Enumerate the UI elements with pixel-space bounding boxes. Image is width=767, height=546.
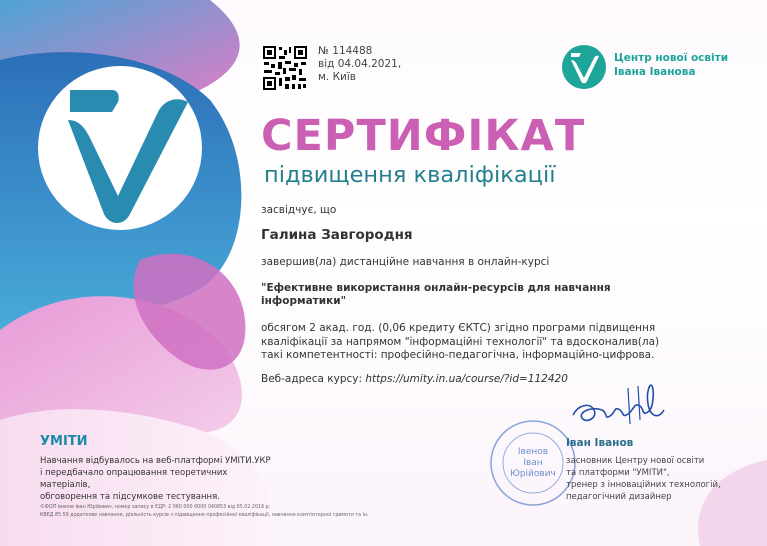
qr-code-icon [261,44,309,92]
signature-image [568,380,668,435]
note-line-3: обговорення та підсумкове тестування. [40,492,220,502]
course-line-2: інформатики" [261,295,347,307]
certificate-date: від 04.04.2021, [318,58,402,70]
certificate-title: СЕРТИФІКАТ [261,111,586,161]
stamp-line-2: Іван [523,458,543,468]
signer-role-1: засновник Центру нової освіти [566,456,705,466]
official-stamp [488,418,578,508]
desc-line-1: обсягом 2 акад. год. (0,06 кредиту ЄКТС) згідно програми підвищення [261,322,656,334]
course-line-1: "Ефективне використання онлайн-ресурсів для навчання [261,282,611,294]
platform-name: УМІТИ [40,434,88,449]
certificate-subtitle: підвищення кваліфікації [264,162,556,188]
platform-note [40,455,280,503]
url-label: Веб-адреса курсу: [261,373,363,385]
completed-text: завершив(ла) дистанційне навчання в онлайн-курсі [261,256,550,268]
fine-line-2: КВЕД 85.59 додаткове навчання, діяльність курсів з підвищення професійної кваліфікації, навчання комп'ютерної грамоти та ін. [40,513,369,518]
desc-line-3: такі компетентності: професійно-педагогічна, інформаційно-цифрова. [261,349,655,361]
signer-role [566,455,736,503]
signer-role-4: педагогічний дизайнер [566,492,672,502]
signer-name: Іван Іванов [566,437,634,449]
brand-logo-icon [561,44,607,90]
certificate-meta [318,45,401,84]
course-url-link[interactable]: https://umity.in.ua/course/?id=112420 [365,373,568,385]
certificate-city: м. Київ [318,71,356,83]
course-description [261,322,661,363]
signer-role-3: тренер з інноваційних технологій, [566,480,721,490]
note-line-1: Навчання відбувалось на веб-платформі УМІТИ.УКР [40,456,271,466]
legal-fine-print [40,504,520,520]
certificate-number: № 114488 [318,45,373,57]
logo-i-shape [70,90,119,112]
brand-line-1: Центр нової освіти [614,52,729,64]
signer-role-2: та платформи "УМІТИ", [566,468,670,478]
desc-line-2: кваліфікації за напрямом "інформаційні технології" та вдосконалив(ла) [261,335,660,348]
course-title [261,282,621,308]
fine-line-1: ©ФОП Іванов Іван Юрійович, номер запису в ЄДР: 2 060 000 0000 040853 від 05.02.2016 р. [40,505,271,510]
stamp-line-1: Івенов [517,447,549,457]
recipient-name: Галина Завгородня [261,227,413,243]
brand-name [614,52,728,79]
certifies-text: засвідчує, що [261,204,337,216]
course-url-row [261,373,568,387]
note-line-2: і передбачало опрацювання теоретичних матеріалів, [40,468,228,490]
brand-line-2: Івана Іванова [614,65,696,78]
stamp-line-3: Юрійович [510,469,556,479]
